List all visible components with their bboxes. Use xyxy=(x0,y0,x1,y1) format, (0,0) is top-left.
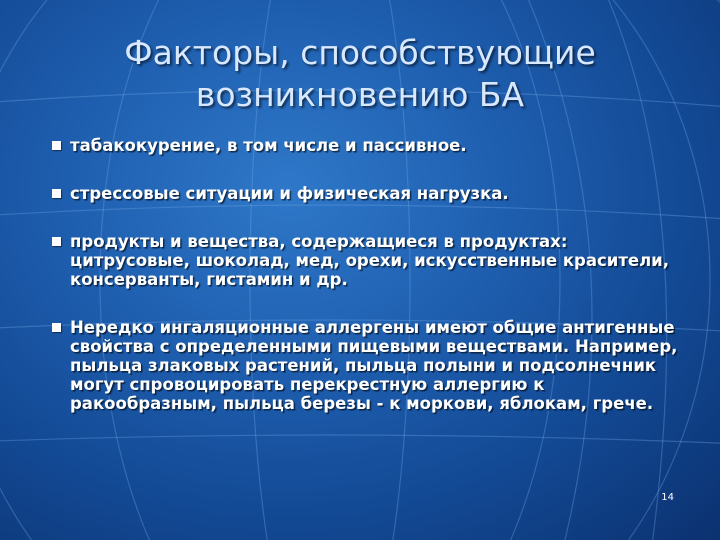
square-bullet-icon xyxy=(52,237,61,246)
bullet-item xyxy=(48,318,688,413)
bullet-text: табакокурение, в том числе и пассивное. xyxy=(70,136,467,155)
square-bullet-icon xyxy=(52,323,61,332)
square-bullet-icon xyxy=(52,189,61,198)
bullet-text: продукты и вещества, содержащиеся в продуктах: цитрусовые, шоколад, мед, орехи, искусственные красители, консерванты, гистамин и др. xyxy=(70,232,669,289)
bullet-item xyxy=(48,184,688,203)
slide-title: Факторы, способствующие возникновению БА xyxy=(124,33,596,114)
bullet-list xyxy=(48,136,688,442)
bullet-text: стрессовые ситуации и физическая нагрузка. xyxy=(70,184,509,203)
bullet-text: Нередко ингаляционные аллергены имеют общие антигенные свойства с определенными пищевыми веществами. Например, пыльца злаковых растений, пыльца полыни и подсолнечник могут спровоцировать перекрестную аллергию к ракообразным, пыльца березы - к моркови, яблокам, грече. xyxy=(70,318,678,413)
square-bullet-icon xyxy=(52,141,61,150)
bullet-item xyxy=(48,136,688,155)
bullet-item xyxy=(48,232,688,289)
slide-number: 14 xyxy=(661,492,674,503)
